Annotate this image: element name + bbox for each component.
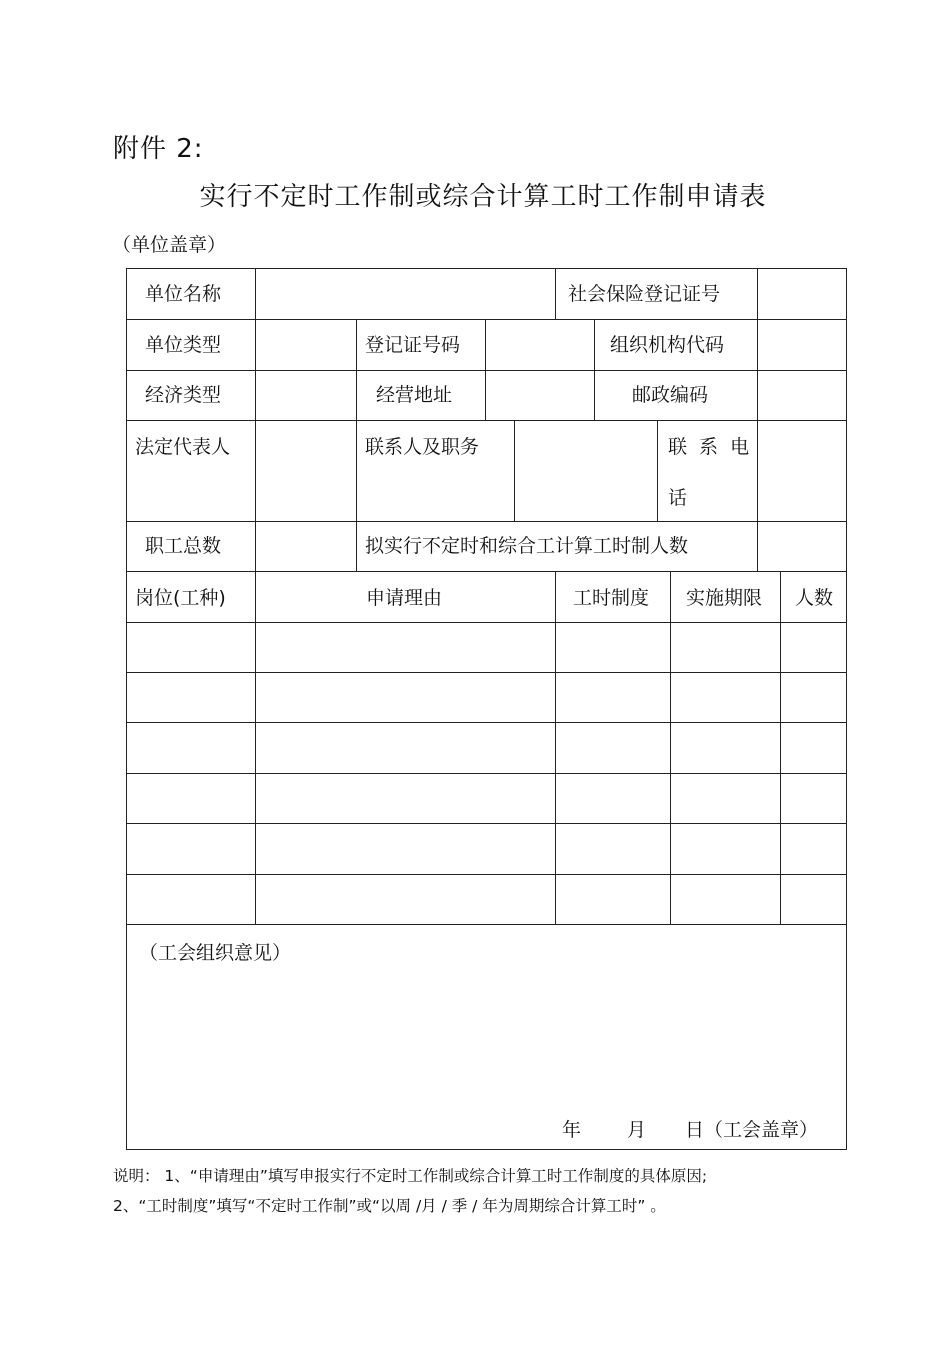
unit-name-label: 单位名称 [145, 283, 222, 305]
col-divider [255, 269, 256, 924]
phone-label-cont: 话 [668, 487, 688, 509]
date-year: 年 [562, 1119, 582, 1141]
col-divider [657, 420, 658, 521]
col-header-headcount: 人数 [794, 587, 834, 609]
row-divider [127, 420, 846, 421]
unit-type-label: 单位类型 [145, 334, 222, 356]
col-divider [356, 319, 357, 571]
col-divider [555, 269, 556, 319]
row-divider [127, 370, 846, 371]
row-divider [127, 773, 846, 774]
col-divider [780, 571, 781, 924]
col-header-position: 岗位(工种) [135, 587, 226, 609]
row-divider [127, 622, 846, 623]
union-opinion-label: （工会组织意见） [139, 942, 292, 964]
economic-type-label: 经济类型 [145, 384, 222, 406]
col-divider [757, 269, 758, 319]
row-divider [127, 571, 846, 572]
row-divider [127, 823, 846, 824]
col-divider [514, 420, 515, 521]
registration-cert-label: 登记证号码 [365, 334, 461, 356]
col-divider [485, 319, 486, 420]
row-divider [127, 722, 846, 723]
staff-total-label: 职工总数 [145, 535, 222, 557]
col-divider [594, 319, 595, 420]
contact-person-label: 联系人及职务 [365, 436, 480, 458]
business-address-label: 经营地址 [376, 384, 453, 406]
planned-staff-count-label: 拟实行不定时和综合工计算工时制人数 [365, 535, 689, 557]
phone-label: 联 系 电 [668, 436, 753, 458]
row-divider [127, 521, 846, 522]
row-divider [127, 319, 846, 320]
legal-representative-label: 法定代表人 [135, 436, 231, 458]
org-code-label: 组织机构代码 [610, 334, 725, 356]
col-header-hours-system: 工时制度 [572, 587, 650, 609]
annex-number: 附件 2: [113, 134, 204, 164]
col-header-reason: 申请理由 [365, 587, 443, 609]
unit-stamp-note: （单位盖章） [112, 234, 227, 256]
col-divider [555, 571, 556, 924]
form-title: 实行不定时工作制或综合计算工时工作制申请表 [199, 182, 767, 212]
row-divider [127, 874, 846, 875]
note-line-2: 2、“工时制度”填写“不定时工作制”或“以周 /月 / 季 / 年为周期综合计算工时” 。 [113, 1197, 666, 1215]
col-header-period: 实施期限 [685, 587, 763, 609]
date-day-union-stamp: 日（工会盖章） [685, 1119, 819, 1141]
postcode-label: 邮政编码 [632, 384, 709, 406]
row-divider [127, 672, 846, 673]
col-divider [757, 319, 758, 571]
application-form-table [126, 268, 847, 1150]
note-line-1: 说明： 1、“申请理由”填写申报实行不定时工作制或综合计算工时工作制度的具体原因; [113, 1167, 708, 1185]
date-month: 月 [627, 1119, 647, 1141]
col-divider [670, 571, 671, 924]
social-insurance-no-label: 社会保险登记证号 [568, 283, 721, 305]
row-divider [127, 924, 846, 925]
